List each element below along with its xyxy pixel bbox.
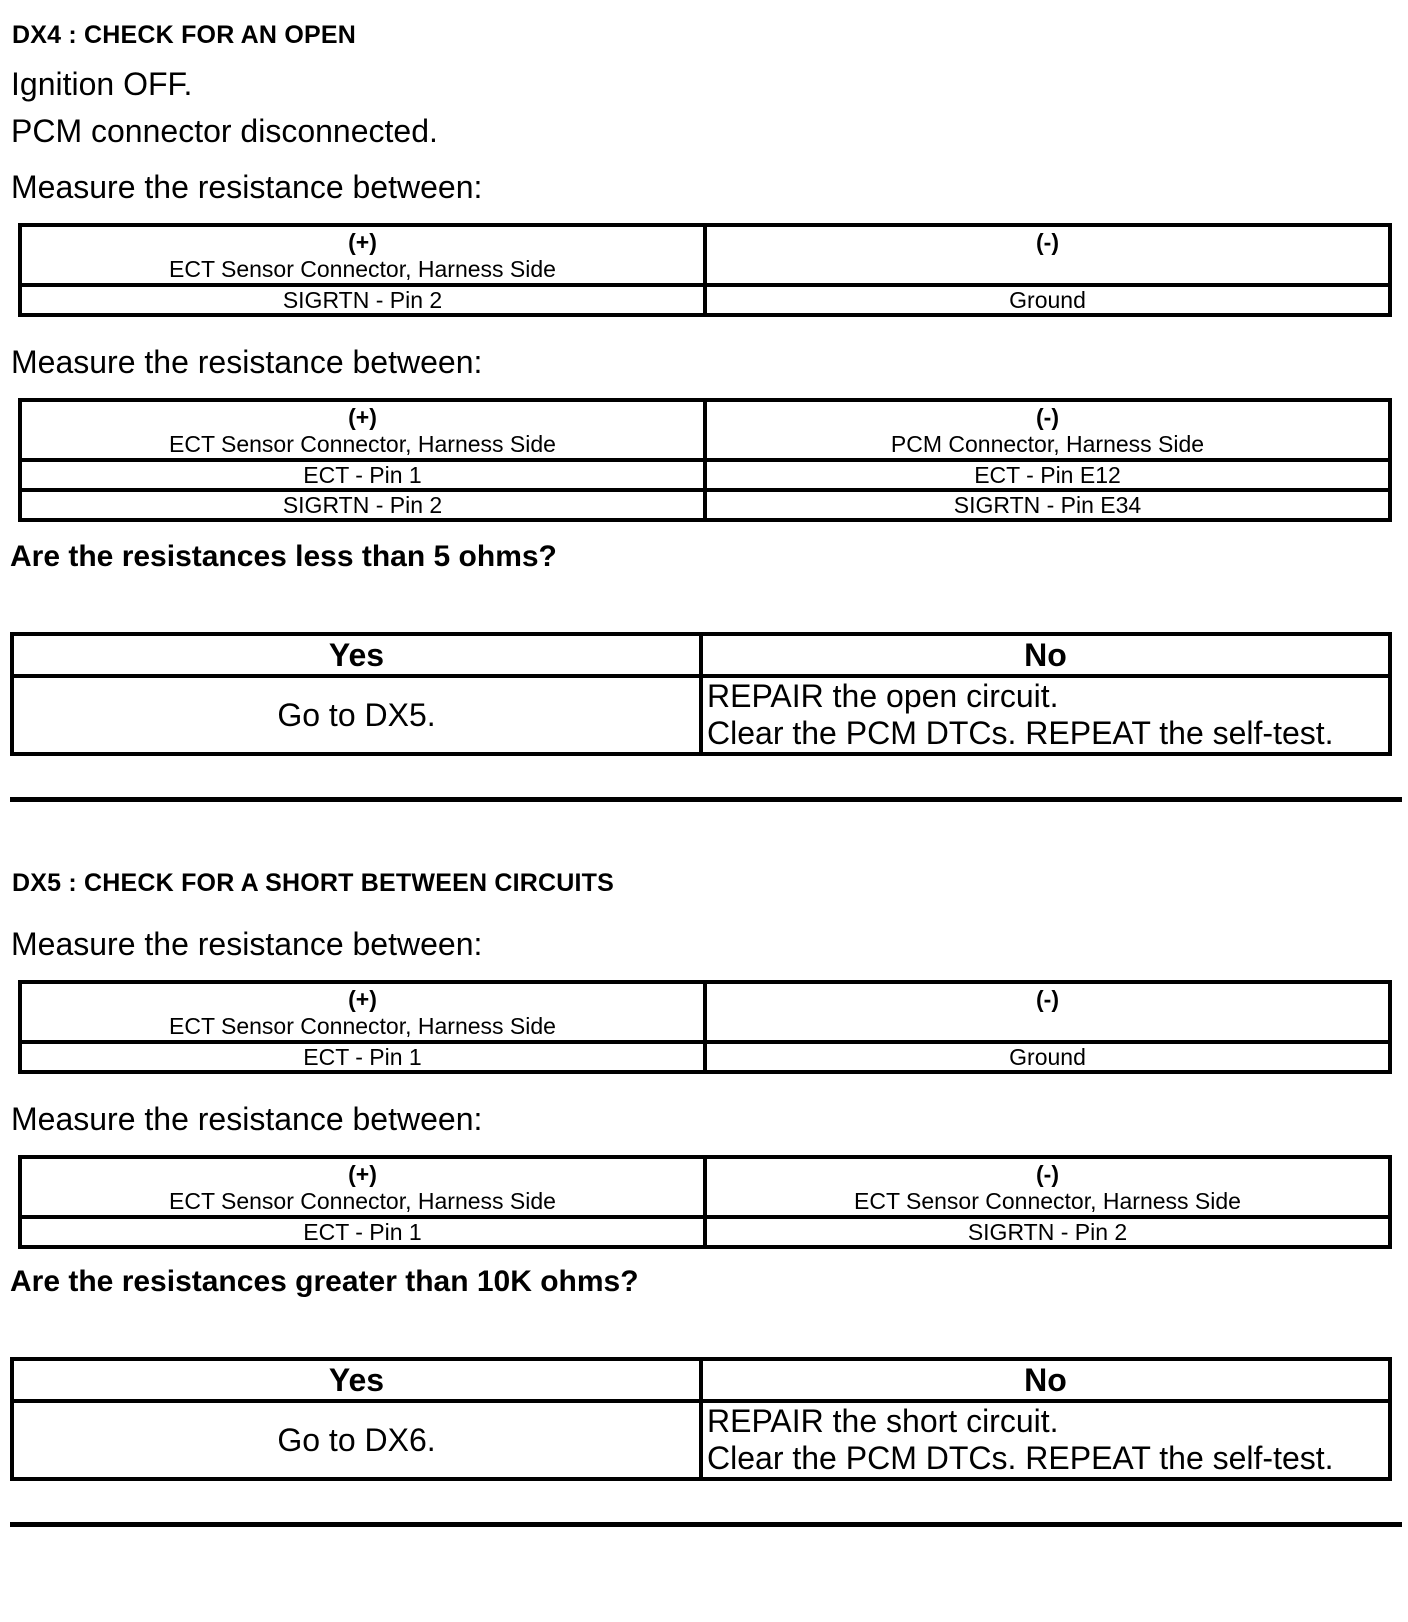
minus-connector: ECT Sensor Connector, Harness Side [854, 1188, 1241, 1214]
dx4-measure2-table [18, 398, 1392, 522]
no-action-line: Clear the PCM DTCs. REPEAT the self-test. [707, 715, 1334, 751]
dx5-measure2-table [18, 1155, 1392, 1249]
plus-sign: (+) [348, 229, 377, 255]
plus-pin: ECT - Pin 1 [20, 1217, 705, 1247]
table-header-row [20, 400, 1390, 460]
no-action [701, 676, 1390, 754]
minus-pin: ECT - Pin E12 [705, 460, 1390, 490]
section-divider [10, 1522, 1402, 1527]
yes-action: Go to DX6. [12, 1401, 701, 1479]
minus-header [705, 1157, 1390, 1217]
minus-pin: SIGRTN - Pin E34 [705, 490, 1390, 520]
plus-connector: ECT Sensor Connector, Harness Side [169, 256, 556, 282]
plus-header [20, 400, 705, 460]
plus-pin: ECT - Pin 1 [20, 1042, 705, 1072]
table-row [20, 1217, 1390, 1247]
minus-pin: Ground [705, 1042, 1390, 1072]
dx4-step-pcm-disconnected: PCM connector disconnected. [11, 113, 438, 149]
minus-header [705, 225, 1390, 285]
minus-header [705, 982, 1390, 1042]
dx4-heading: DX4 : CHECK FOR AN OPEN [12, 21, 356, 49]
yes-header: Yes [12, 634, 701, 676]
yes-action: Go to DX5. [12, 676, 701, 754]
dx4-answer-table [10, 632, 1392, 756]
dx4-measure1-label: Measure the resistance between: [11, 169, 483, 205]
section-divider [10, 797, 1402, 802]
dx4-measure2-label: Measure the resistance between: [11, 344, 483, 380]
table-row [20, 1042, 1390, 1072]
answer-header-row [12, 634, 1390, 676]
plus-pin: ECT - Pin 1 [20, 460, 705, 490]
answer-row [12, 676, 1390, 754]
table-header-row [20, 982, 1390, 1042]
no-action-line: Clear the PCM DTCs. REPEAT the self-test. [707, 1440, 1334, 1476]
plus-connector: ECT Sensor Connector, Harness Side [169, 1188, 556, 1214]
yes-header: Yes [12, 1359, 701, 1401]
plus-connector: ECT Sensor Connector, Harness Side [169, 431, 556, 457]
table-header-row [20, 1157, 1390, 1217]
table-row [20, 285, 1390, 315]
plus-header [20, 1157, 705, 1217]
minus-pin: Ground [705, 285, 1390, 315]
dx5-measure1-label: Measure the resistance between: [11, 926, 483, 962]
plus-header [20, 225, 705, 285]
table-header-row [20, 225, 1390, 285]
dx4-measure1-table [18, 223, 1392, 317]
minus-header [705, 400, 1390, 460]
answer-row [12, 1401, 1390, 1479]
dx4-question: Are the resistances less than 5 ohms? [10, 540, 557, 573]
table-row [20, 490, 1390, 520]
no-header: No [701, 634, 1390, 676]
minus-pin: SIGRTN - Pin 2 [705, 1217, 1390, 1247]
dx5-question: Are the resistances greater than 10K ohms? [10, 1265, 639, 1298]
table-row [20, 460, 1390, 490]
plus-pin: SIGRTN - Pin 2 [20, 490, 705, 520]
dx5-heading: DX5 : CHECK FOR A SHORT BETWEEN CIRCUITS [12, 869, 614, 897]
dx5-measure2-label: Measure the resistance between: [11, 1101, 483, 1137]
no-action [701, 1401, 1390, 1479]
minus-connector: PCM Connector, Harness Side [890, 431, 1205, 457]
answer-header-row [12, 1359, 1390, 1401]
dx5-answer-table [10, 1357, 1392, 1481]
dx4-step-ignition: Ignition OFF. [11, 66, 193, 102]
plus-connector: ECT Sensor Connector, Harness Side [169, 1013, 556, 1039]
no-action-line: REPAIR the open circuit. [707, 678, 1059, 714]
plus-sign: (+) [348, 404, 377, 430]
dx5-measure1-table [18, 980, 1392, 1074]
minus-sign: (-) [1036, 229, 1059, 255]
plus-sign: (+) [348, 986, 377, 1012]
plus-pin: SIGRTN - Pin 2 [20, 285, 705, 315]
minus-sign: (-) [1036, 986, 1059, 1012]
no-header: No [701, 1359, 1390, 1401]
plus-sign: (+) [348, 1161, 377, 1187]
no-action-line: REPAIR the short circuit. [707, 1403, 1059, 1439]
minus-sign: (-) [1036, 404, 1059, 430]
plus-header [20, 982, 705, 1042]
minus-sign: (-) [1036, 1161, 1059, 1187]
